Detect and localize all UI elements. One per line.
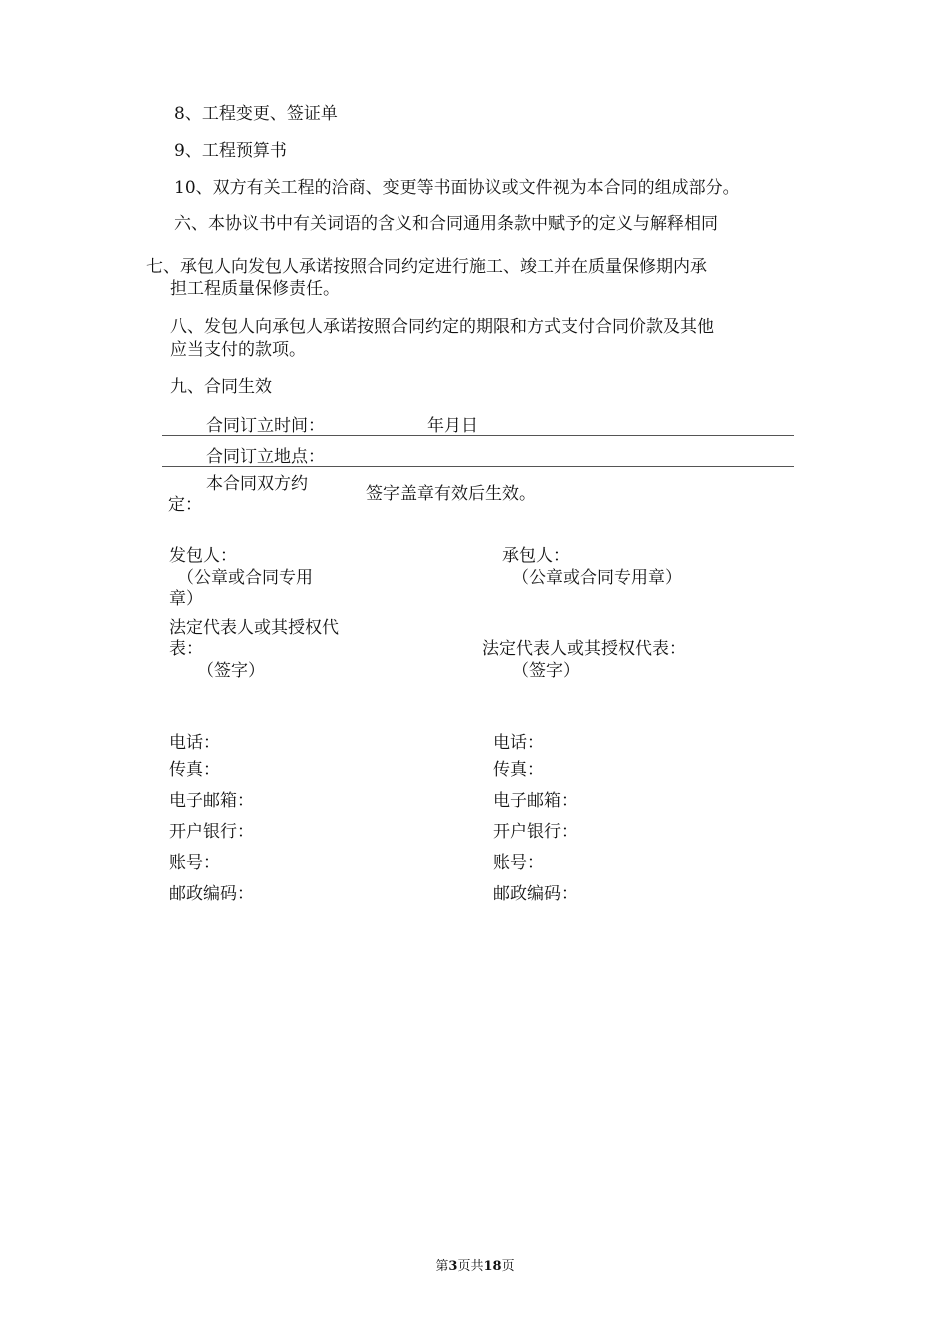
employer-seal-line2: 章）: [169, 589, 203, 609]
contractor-postcode-label: 邮政编码：: [493, 884, 578, 904]
clause-six: 六、本协议书中有关词语的含义和合同通用条款中赋予的定义与解释相同: [174, 214, 718, 234]
contractor-fax-label: 传真：: [493, 760, 544, 780]
employer-sign: （签字）: [197, 661, 265, 681]
list-item-8: 8、工程变更、签证单: [174, 104, 338, 124]
employer-rep-line2: 表：: [169, 639, 203, 659]
agreement-label-line1: 本合同双方约: [206, 474, 308, 494]
contractor-bank-label: 开户银行：: [493, 822, 578, 842]
employer-postcode-label: 邮政编码：: [169, 884, 254, 904]
clause-seven-line1: 七、承包人向发包人承诺按照合同约定进行施工、竣工并在质量保修期内承: [146, 257, 707, 277]
contractor-email-label: 电子邮箱：: [493, 791, 578, 811]
agreement-value: 签字盖章有效后生效。: [366, 484, 536, 504]
employer-fax-label: 传真：: [169, 760, 220, 780]
underline-divider: [162, 435, 794, 436]
contractor-label: 承包人：: [502, 546, 570, 566]
footer-middle: 页共: [457, 1259, 484, 1274]
current-page-number: 3: [448, 1259, 458, 1274]
footer-suffix: 页: [501, 1259, 515, 1274]
sign-time-label: 合同订立时间：: [206, 416, 325, 436]
clause-seven-line2: 担工程质量保修责任。: [170, 279, 340, 299]
sign-time-value: 年月日: [427, 416, 478, 436]
page-footer: [0, 1258, 950, 1276]
contractor-rep: 法定代表人或其授权代表：: [482, 639, 686, 659]
employer-rep-line1: 法定代表人或其授权代: [169, 618, 339, 638]
total-page-number: 18: [483, 1259, 502, 1274]
underline-divider: [162, 466, 794, 467]
footer-prefix: 第: [435, 1259, 449, 1274]
sign-place-label: 合同订立地点：: [206, 447, 325, 467]
employer-seal-line1: （公章或合同专用: [177, 568, 313, 588]
contractor-phone-label: 电话：: [493, 733, 544, 753]
contractor-seal: （公章或合同专用章）: [512, 568, 682, 588]
agreement-label-line2: 定：: [168, 495, 202, 515]
employer-bank-label: 开户银行：: [169, 822, 254, 842]
clause-nine: 九、合同生效: [170, 377, 272, 397]
contractor-account-label: 账号：: [493, 853, 544, 873]
employer-email-label: 电子邮箱：: [169, 791, 254, 811]
employer-account-label: 账号：: [169, 853, 220, 873]
list-item-9: 9、工程预算书: [174, 141, 287, 161]
contractor-sign: （签字）: [512, 661, 580, 681]
clause-eight-line1: 八、发包人向承包人承诺按照合同约定的期限和方式支付合同价款及其他: [170, 317, 714, 337]
employer-phone-label: 电话：: [169, 733, 220, 753]
list-item-10: 10、双方有关工程的洽商、变更等书面协议或文件视为本合同的组成部分。: [174, 178, 740, 198]
clause-eight-line2: 应当支付的款项。: [170, 340, 306, 360]
employer-label: 发包人：: [169, 546, 237, 566]
